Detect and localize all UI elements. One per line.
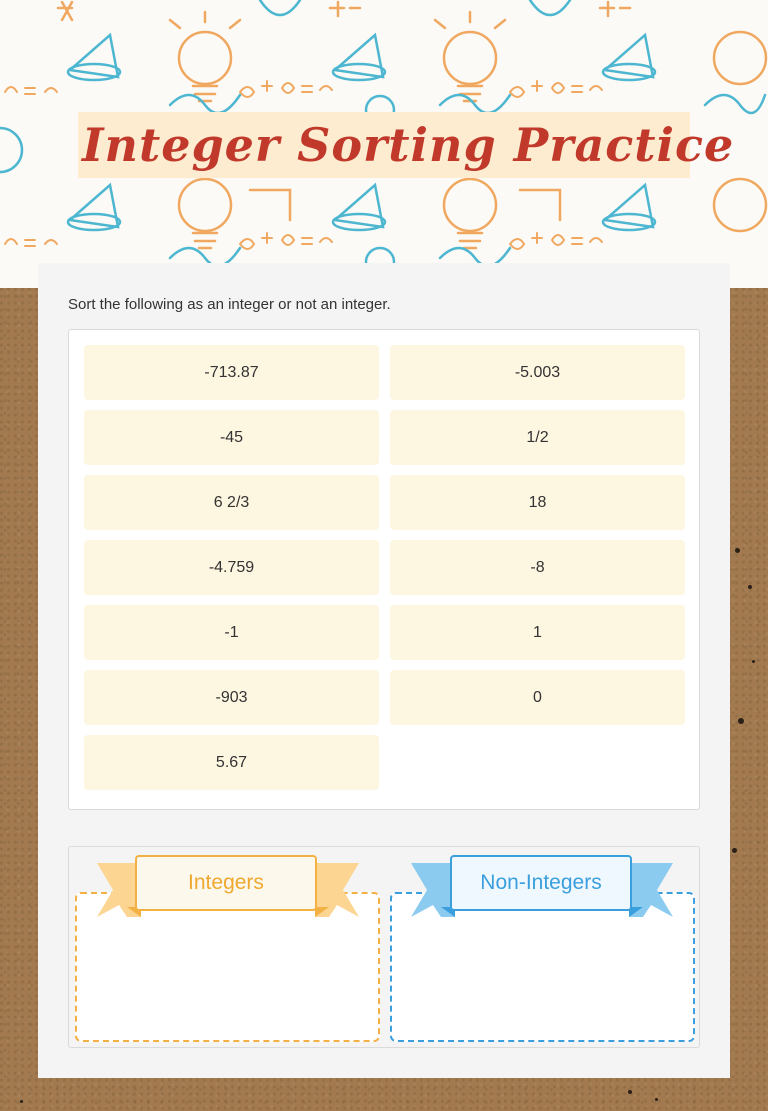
- sortable-item[interactable]: 0: [390, 670, 685, 725]
- sortable-item[interactable]: 18: [390, 475, 685, 530]
- speck: [732, 848, 737, 853]
- speck: [735, 548, 740, 553]
- speck: [752, 660, 755, 663]
- sortable-item[interactable]: -903: [84, 670, 379, 725]
- title-box: [78, 112, 735, 178]
- sorting-buckets-area: [68, 846, 700, 1048]
- integers-bucket-label: Integers: [135, 855, 317, 911]
- sortable-item[interactable]: 5.67: [84, 735, 379, 790]
- speck: [628, 1090, 632, 1094]
- worksheet-card: [38, 263, 730, 1078]
- sortable-item[interactable]: 1/2: [390, 410, 685, 465]
- sortable-items-area: [68, 329, 700, 810]
- sortable-item[interactable]: -45: [84, 410, 379, 465]
- speck: [20, 1100, 23, 1103]
- speck: [738, 718, 744, 724]
- sortable-item[interactable]: -4.759: [84, 540, 379, 595]
- non-integers-ribbon: [411, 855, 673, 919]
- sortable-item[interactable]: -1: [84, 605, 379, 660]
- speck: [655, 1098, 658, 1101]
- sortable-item[interactable]: -713.87: [84, 345, 379, 400]
- sortable-item[interactable]: 6 2/3: [84, 475, 379, 530]
- speck: [748, 585, 752, 589]
- items-grid: [84, 345, 685, 790]
- instruction-text: Sort the following as an integer or not an integer.: [68, 296, 391, 313]
- non-integers-bucket-label: Non-Integers: [450, 855, 632, 911]
- sortable-item[interactable]: -8: [390, 540, 685, 595]
- page-title: Integer Sorting Practice: [82, 118, 735, 172]
- sortable-item[interactable]: 1: [390, 605, 685, 660]
- integers-ribbon: [97, 855, 359, 919]
- sortable-item[interactable]: -5.003: [390, 345, 685, 400]
- header-banner: [0, 0, 768, 288]
